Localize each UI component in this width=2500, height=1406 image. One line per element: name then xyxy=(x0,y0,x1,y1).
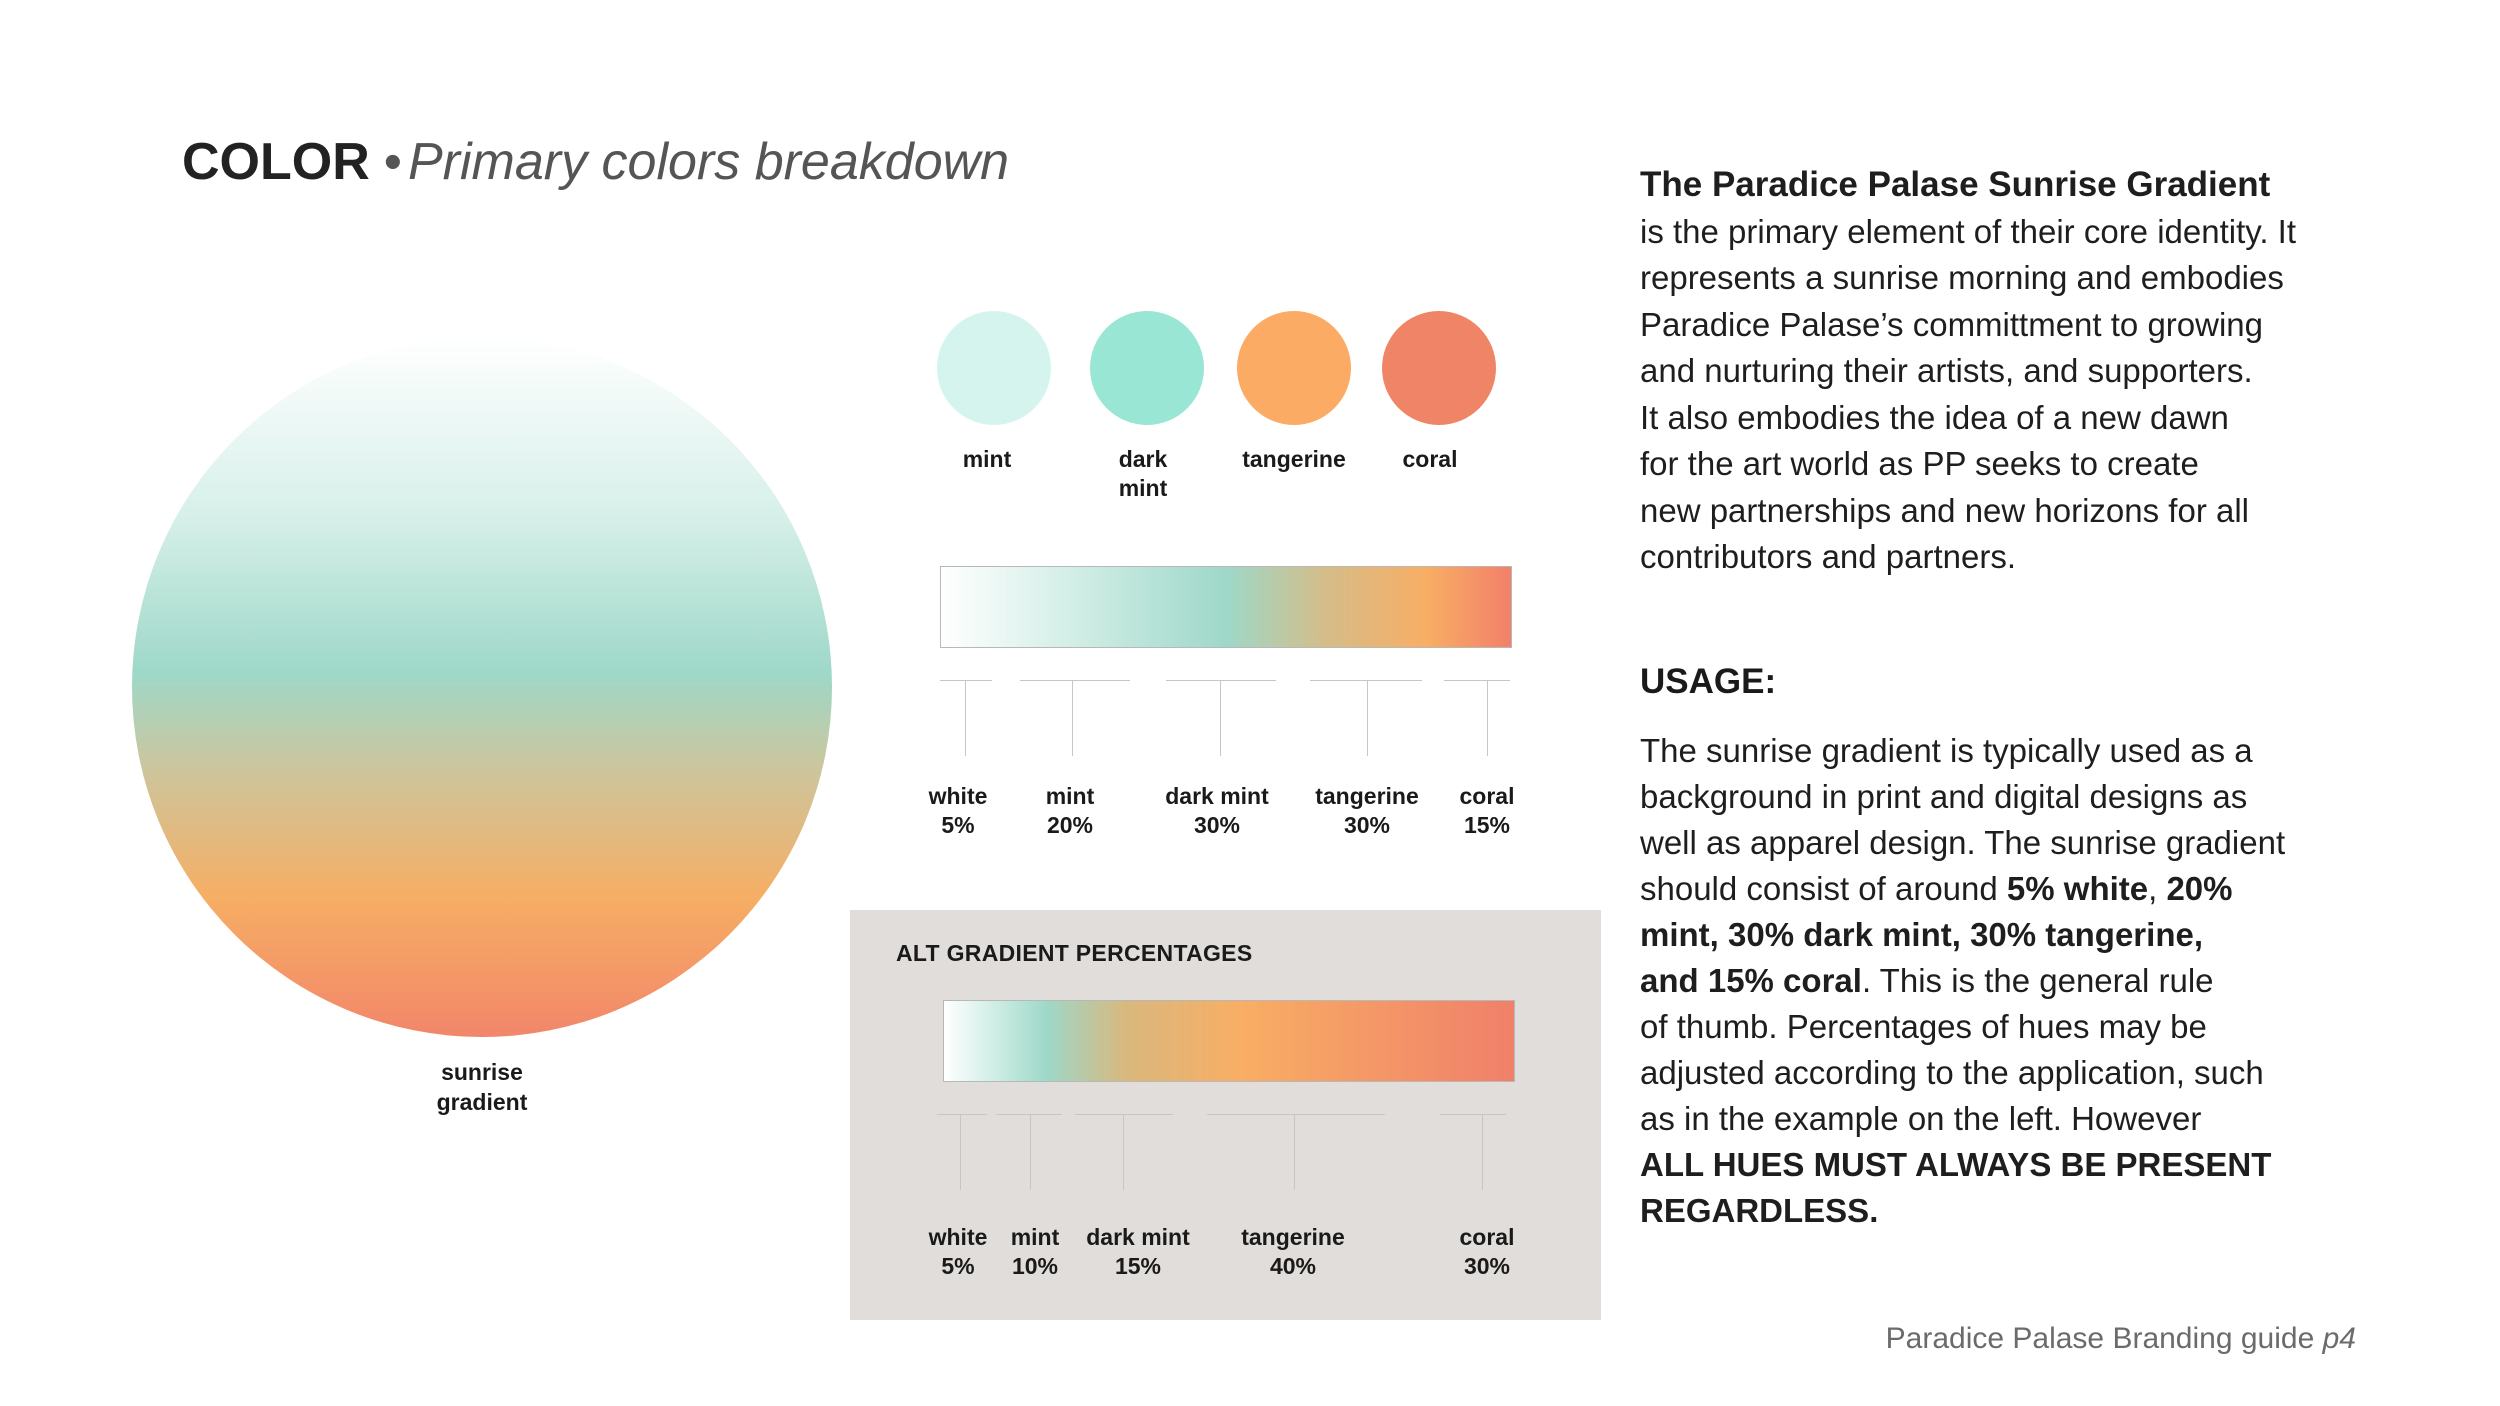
stop-percent: 5% xyxy=(941,812,975,838)
usage-line xyxy=(1640,1142,2340,1188)
usage-emphasis: 5% white xyxy=(2006,870,2149,907)
description-line: and nurturing their artists, and supporters. xyxy=(1640,352,2253,389)
usage-emphasis: mint, 30% dark mint, 30% tangerine, xyxy=(1640,916,2203,953)
usage-line xyxy=(1640,866,2340,912)
title-separator: • xyxy=(383,133,402,191)
alt-stop-dark-mint xyxy=(1058,1223,1218,1281)
stop-percent: 30% xyxy=(1343,812,1391,838)
stop-percent: 10% xyxy=(1011,1253,1059,1279)
tick-line xyxy=(1220,680,1221,756)
stop-name: tangerine xyxy=(1315,783,1419,809)
swatch-label-tangerine xyxy=(1219,445,1369,474)
swatch-label-line: mint xyxy=(1118,475,1168,501)
swatch-label-mint xyxy=(912,445,1062,474)
usage-line: adjusted according to the application, such xyxy=(1640,1054,2264,1091)
description-line: Paradice Palase’s committment to growing xyxy=(1640,305,2264,343)
stop-percent: 15% xyxy=(1463,812,1511,838)
sunrise-gradient-circle xyxy=(132,337,832,1037)
primary-stop-dark-mint xyxy=(1137,782,1297,840)
tick-line xyxy=(1294,1114,1295,1190)
tick-bracket xyxy=(1310,680,1422,681)
usage-line xyxy=(1640,912,2340,958)
swatch-label-line: dark xyxy=(1118,446,1168,472)
alt-stop-tangerine xyxy=(1213,1223,1373,1281)
usage-line: well as apparel design. The sunrise gradient xyxy=(1640,824,2286,861)
swatch-label-dark-mint xyxy=(1068,445,1218,503)
usage-line: as in the example on the left. However xyxy=(1640,1100,2202,1137)
usage-line xyxy=(1640,1188,2340,1234)
sunrise-label-line1: sunrise xyxy=(441,1059,523,1085)
tick-line xyxy=(1030,1114,1031,1190)
tick-bracket xyxy=(1444,680,1510,681)
usage-heading: USAGE: xyxy=(1640,662,1777,701)
stop-name: tangerine xyxy=(1241,1224,1345,1250)
stop-name: dark mint xyxy=(1086,1224,1190,1250)
usage-text-run: , xyxy=(2148,870,2167,907)
stop-percent: 5% xyxy=(941,1253,975,1279)
description-line: represents a sunrise morning and embodies xyxy=(1640,259,2284,296)
stop-percent: 30% xyxy=(1193,812,1241,838)
usage-text-run: . This is the general rule xyxy=(1861,962,2214,999)
description-line: contributors and partners. xyxy=(1640,538,2017,575)
title-color: COLOR xyxy=(182,133,370,191)
tick-bracket xyxy=(1075,1114,1173,1115)
tick-line xyxy=(965,680,966,756)
description-line: is the primary element of their core identity. It xyxy=(1640,212,2296,250)
stop-name: mint xyxy=(1045,783,1095,809)
usage-line xyxy=(1640,958,2340,1004)
primary-stop-mint xyxy=(990,782,1150,840)
swatch-coral xyxy=(1382,311,1496,425)
stop-name: white xyxy=(928,1224,988,1250)
usage-text xyxy=(1640,728,2340,1234)
stop-name: coral xyxy=(1459,1224,1515,1250)
tick-bracket xyxy=(1166,680,1276,681)
description-line: for the art world as PP seeks to create xyxy=(1640,445,2199,482)
title-subtitle: Primary colors breakdown xyxy=(407,133,1010,191)
alt-gradient-bar xyxy=(943,1000,1515,1082)
stop-name: coral xyxy=(1459,783,1515,809)
swatch-dark-mint xyxy=(1090,311,1204,425)
swatch-label-line: coral xyxy=(1402,446,1458,472)
tick-line xyxy=(1123,1114,1124,1190)
swatch-label-line: tangerine xyxy=(1242,446,1346,472)
tick-line xyxy=(1487,680,1488,756)
usage-line: The sunrise gradient is typically used as a xyxy=(1640,732,2253,769)
sunrise-gradient-label xyxy=(382,1057,582,1117)
swatch-label-line: mint xyxy=(962,446,1012,472)
tick-bracket xyxy=(940,680,992,681)
swatch-mint xyxy=(937,311,1051,425)
swatch-tangerine xyxy=(1237,311,1351,425)
tick-bracket xyxy=(1440,1114,1506,1115)
tick-line xyxy=(960,1114,961,1190)
stop-name: mint xyxy=(1010,1224,1060,1250)
stop-percent: 15% xyxy=(1114,1253,1162,1279)
page-title xyxy=(182,132,1009,192)
alt-gradient-title: ALT GRADIENT PERCENTAGES xyxy=(896,940,1253,966)
usage-emphasis: 20% xyxy=(2166,870,2233,907)
tick-bracket xyxy=(996,1114,1062,1115)
usage-text-run: should consist of around xyxy=(1640,870,2007,907)
primary-stop-coral xyxy=(1407,782,1567,840)
usage-emphasis: and 15% coral xyxy=(1640,962,1862,999)
description-line: new partnerships and new horizons for all xyxy=(1640,491,2250,529)
tick-line xyxy=(1072,680,1073,756)
description-heading: The Paradice Palase Sunrise Gradient xyxy=(1640,165,2271,204)
description-line: It also embodies the idea of a new dawn xyxy=(1640,398,2229,436)
usage-line: of thumb. Percentages of hues may be xyxy=(1640,1008,2207,1045)
gradient-description xyxy=(1640,162,2340,581)
page-footer xyxy=(1850,1322,2356,1356)
stop-name: dark mint xyxy=(1165,783,1269,809)
tick-bracket xyxy=(1020,680,1130,681)
swatch-label-coral xyxy=(1355,445,1505,474)
sunrise-label-line2: gradient xyxy=(436,1089,528,1115)
footer-text: Paradice Palase Branding guide xyxy=(1885,1322,2315,1355)
stop-percent: 40% xyxy=(1269,1253,1317,1279)
usage-emphasis: REGARDLESS. xyxy=(1640,1192,1879,1229)
stop-percent: 20% xyxy=(1046,812,1094,838)
tick-bracket xyxy=(1207,1114,1385,1115)
stop-percent: 30% xyxy=(1463,1253,1511,1279)
tick-bracket xyxy=(937,1114,987,1115)
tick-line xyxy=(1482,1114,1483,1190)
usage-emphasis: ALL HUES MUST ALWAYS BE PRESENT xyxy=(1640,1146,2272,1183)
page-number: p4 xyxy=(2322,1322,2356,1355)
alt-stop-coral xyxy=(1407,1223,1567,1281)
tick-line xyxy=(1367,680,1368,756)
primary-gradient-bar xyxy=(940,566,1512,648)
stop-name: white xyxy=(928,783,988,809)
usage-line: background in print and digital designs as xyxy=(1640,778,2248,815)
